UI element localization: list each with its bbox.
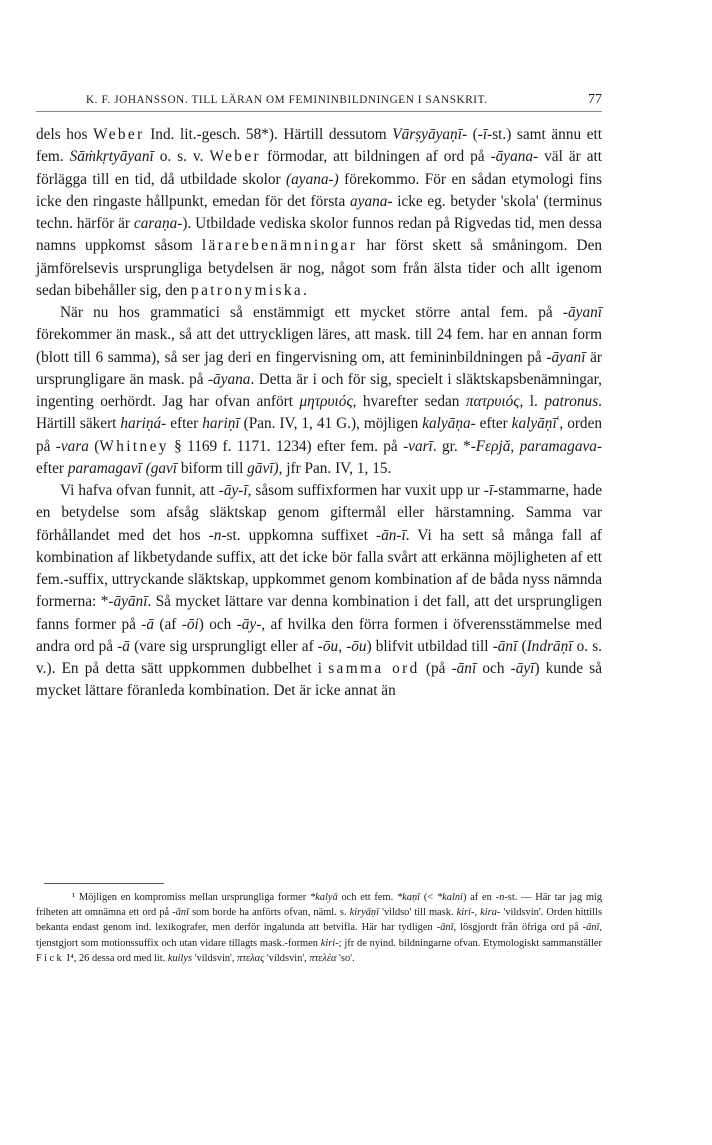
italic-term: -ānī bbox=[582, 922, 600, 934]
text-run: förekommo. För en sådan etymologi fins icke den ringaste hållpunkt, emedan för det första bbox=[36, 170, 602, 210]
footnote bbox=[36, 890, 602, 966]
text-run: 'vildsvin', bbox=[192, 952, 238, 964]
italic-term: -ōu bbox=[346, 637, 367, 655]
text-run: har först skett så småningom. Den jämförelsevis ursprungliga betydelsen är nog, något som från älsta tider och allt igenom sedan bibehåller sig, den bbox=[36, 237, 603, 299]
running-header bbox=[36, 92, 602, 114]
text-run: ) af en bbox=[462, 892, 496, 903]
italic-term: *kalyā bbox=[309, 892, 338, 903]
text-run: (på bbox=[419, 660, 452, 677]
text-run: 'vildsvin', bbox=[264, 952, 310, 964]
italic-term: -Fερjă bbox=[470, 437, 511, 455]
italic-term: kuilys bbox=[167, 952, 193, 964]
text-run: ) blifvit utbildad till bbox=[366, 637, 493, 655]
italic-term: -ānī bbox=[172, 907, 189, 919]
text-run: och bbox=[476, 660, 511, 677]
italic-term: patronus bbox=[544, 393, 599, 410]
italic-term: -ōi bbox=[181, 615, 199, 633]
italic-term: -ānī bbox=[436, 922, 454, 934]
text-run: . Detta är i och för sig, specielt i släktskapsbenämningar, ingenting oerhördt. Jag har ofvan anfört bbox=[36, 370, 602, 410]
text-run: , såsom suffixformen har vuxit upp ur bbox=[247, 482, 484, 499]
spaced-emphasis: Weber bbox=[209, 148, 262, 166]
text-run: efter bbox=[475, 415, 512, 433]
text-run: , af hvilka den förra formen i öfverensstämmelse med andra ord på bbox=[36, 615, 602, 655]
text-run: 'so'. bbox=[336, 952, 355, 964]
italic-term: -ānī bbox=[492, 637, 518, 655]
text-run: o. s. v. bbox=[153, 148, 210, 166]
italic-term: μητρυιός bbox=[299, 393, 353, 410]
text-run: , orden på bbox=[36, 415, 603, 455]
text-run: ( bbox=[88, 437, 100, 455]
paragraph bbox=[36, 124, 602, 302]
footnote-ref: ¹ bbox=[556, 414, 560, 425]
footnote-text bbox=[36, 890, 602, 966]
italic-term: kalyāṇa- bbox=[422, 415, 476, 433]
italic-term: hariṇī bbox=[202, 415, 240, 433]
italic-term: -āy-ī bbox=[218, 482, 248, 499]
italic-term: -āyanī bbox=[546, 348, 586, 366]
text-run: . Härtill säkert bbox=[36, 393, 602, 433]
text-run: förekommer än mask., så att det uttryckligen läres, att mask. till 24 fem. har en annan form (blott till 6 samma), så ser jag deri en fingervisning om, att femininbildningen på bbox=[36, 326, 602, 366]
text-run: väl är att förlägga till en tid, då utbildade skolor bbox=[36, 148, 602, 188]
text-run: ( bbox=[517, 637, 527, 655]
italic-term: -varī bbox=[403, 437, 433, 455]
italic-term: -n bbox=[208, 526, 222, 544]
spaced-emphasis: Fick bbox=[36, 952, 65, 964]
text-run: § 1169 f. 1171. 1234) efter fem. på bbox=[168, 437, 404, 455]
header-rule bbox=[36, 111, 602, 112]
italic-term: -ānī bbox=[451, 660, 477, 677]
text-run: o. s. v.). En på detta sätt uppkommen dubbelhet i bbox=[36, 637, 602, 677]
italic-term: -ān-ī bbox=[375, 526, 406, 544]
text-run: När nu hos grammatici så enstämmigt ett mycket större antal fem. på bbox=[60, 304, 563, 321]
italic-term: -n bbox=[495, 892, 505, 903]
italic-term: paramagavī (gavī bbox=[67, 459, 178, 477]
text-run: I⁴, 26 dessa ord med lit. bbox=[64, 952, 168, 964]
text-run: ) kunde så mycket lättare föranleda kombination. Det är icke annat än bbox=[36, 660, 602, 700]
text-run: efter bbox=[36, 459, 68, 477]
italic-term: -ī bbox=[483, 482, 494, 499]
italic-term: -ī bbox=[477, 126, 488, 143]
text-run: , bbox=[510, 437, 520, 455]
spaced-emphasis: Weber bbox=[93, 126, 145, 143]
text-run: , hvarefter sedan bbox=[352, 393, 466, 410]
italic-term: kalyāṇī bbox=[511, 415, 557, 433]
italic-term: caraṇa- bbox=[133, 215, 183, 232]
text-run: , jfr Pan. IV, 1, 15. bbox=[278, 459, 392, 477]
italic-term: (ayana-) bbox=[286, 170, 339, 188]
text-run: ). Utbildade vediska skolor funnos redan på Rigvedas tid, men dessa namns uppkomst såsom bbox=[36, 215, 602, 255]
spaced-emphasis: samma ord bbox=[328, 660, 420, 677]
text-run: , bbox=[338, 637, 347, 655]
text-run: icke eg. betyder 'skola' (terminus techn. härför är bbox=[36, 192, 602, 232]
italic-term: -ōu bbox=[317, 637, 339, 655]
text-run: Ind. lit.-gesch. 58*). Härtill dessutom bbox=[144, 126, 393, 143]
paragraph bbox=[36, 302, 602, 480]
text-run: Vi hafva ofvan funnit, att bbox=[60, 482, 219, 499]
italic-term: gāvī) bbox=[247, 459, 279, 477]
spaced-emphasis: Whitney bbox=[99, 437, 169, 455]
text-run: (< bbox=[420, 892, 437, 903]
footnote-rule bbox=[44, 883, 164, 884]
page-number: 77 bbox=[588, 92, 602, 107]
italic-term: -āy- bbox=[236, 615, 262, 633]
italic-term: ayana- bbox=[350, 192, 393, 210]
text-run: 'vildso' till mask. bbox=[379, 907, 457, 919]
running-title: K. F. JOHANSSON. TILL LÄRAN OM FEMININBILDNINGEN I SANSKRIT. bbox=[86, 94, 488, 106]
text-run: som borde ha anförts ofvan, näml. s. bbox=[188, 907, 350, 919]
text-run: -st.) samt ännu ett fem. bbox=[36, 126, 603, 166]
text-run: ¹ Möjligen en kompromiss mellan ursprungliga former bbox=[72, 892, 310, 903]
text-run: ; jfr de nyind. bildningarne ofvan. Etymologiskt sammanställer bbox=[338, 937, 603, 949]
text-run: -st. uppkomna suffixet bbox=[221, 526, 376, 544]
italic-term: -ā bbox=[141, 615, 155, 633]
italic-term: paramagava- bbox=[519, 437, 603, 455]
italic-term: Indrāṇī bbox=[526, 637, 573, 655]
text-run: 'vildsvin'. Orden hittills bekanta endast genom ind. lexikografer, men derför ingalunda att betvifla. Här har tydligen bbox=[36, 907, 602, 934]
italic-term: -āyana- bbox=[490, 148, 539, 166]
text-run: , l. bbox=[519, 393, 545, 410]
paragraph bbox=[36, 480, 602, 703]
italic-term: Vārṣyāyaṇī- bbox=[392, 126, 468, 143]
italic-term: -āyana bbox=[207, 370, 251, 388]
italic-term: -āyī bbox=[510, 660, 535, 677]
italic-term: *kaṇī bbox=[396, 892, 421, 903]
spaced-emphasis: lärarebenämningar bbox=[201, 237, 358, 255]
italic-term: -ā bbox=[117, 637, 130, 655]
italic-term: hariṇá- bbox=[120, 415, 167, 433]
italic-term: πτελέα bbox=[309, 952, 337, 964]
italic-term: -āyānī bbox=[108, 593, 148, 611]
text-run: , tjenstgjort som motionssuffix och utan vidare tillagts mask.-formen bbox=[36, 922, 603, 949]
main-text bbox=[36, 124, 602, 703]
text-run: förmodar, att bildningen af ord på bbox=[261, 148, 491, 166]
italic-term: πατρυιός bbox=[465, 393, 520, 410]
italic-term: -vara bbox=[55, 437, 89, 455]
text-run: -stammarne, hade en betydelse som afsåg släktskap genom giftermål eller härstamning. Samma var förhållandet med det hos bbox=[36, 482, 603, 544]
text-run: (Pan. IV, 1, 41 G.), möjligen bbox=[239, 415, 423, 433]
italic-term: kiri-, kira- bbox=[456, 907, 501, 919]
text-run: (af bbox=[154, 615, 182, 633]
text-run: -st. — Här tar jag mig friheten att omnämna ett ord på bbox=[36, 892, 603, 919]
italic-term: kiryāṇī bbox=[349, 907, 380, 919]
italic-term: *kalni bbox=[436, 892, 463, 903]
text-run: biform till bbox=[177, 459, 248, 477]
italic-term: πτελας bbox=[237, 952, 265, 964]
text-run: är ursprungligare än mask. på bbox=[36, 348, 602, 388]
italic-term: kiri- bbox=[320, 937, 339, 949]
italic-term: Sāṁkṛtyāyanī bbox=[69, 148, 154, 166]
text-run: . gr. * bbox=[432, 437, 471, 455]
text-run: efter bbox=[166, 415, 203, 433]
italic-term: -āyanī bbox=[562, 304, 602, 321]
text-run: (vare sig ursprungligt eller af bbox=[129, 637, 318, 655]
text-run: . Vi ha sett så många fall af kombination af likbetydande suffix, att det icke bör falla svårt att erkänna möjligheten af ett fem.-suffix, uttryckande släktskap, uppkommet genom kombination af de båda nyss nämnda formerna: * bbox=[36, 526, 602, 611]
text-run: och ett fem. bbox=[337, 892, 397, 903]
text-run: , lösgjordt från öfriga ord på bbox=[453, 922, 583, 934]
text-run: . Så mycket lättare var denna kombination i det fall, att det ursprungligen fanns former på bbox=[36, 593, 603, 633]
text-run: ( bbox=[467, 126, 478, 143]
text-run: . bbox=[303, 281, 307, 299]
spaced-emphasis: patronymiska bbox=[191, 281, 304, 299]
text-run: ) och bbox=[198, 615, 237, 633]
text-run: dels hos bbox=[36, 126, 94, 143]
